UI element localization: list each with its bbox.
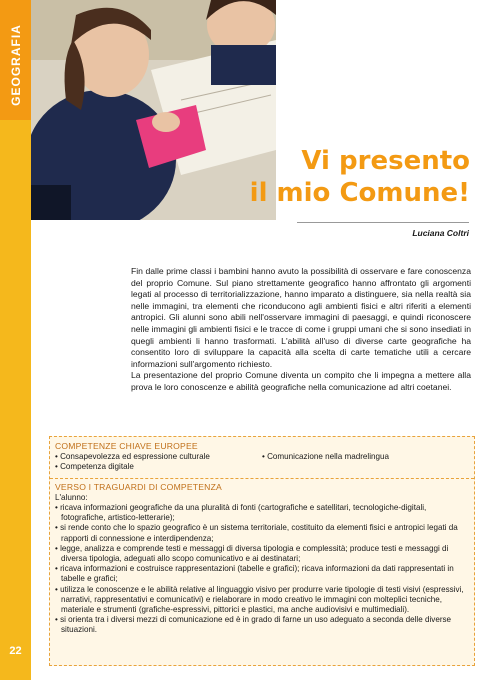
intro-text	[131, 266, 471, 394]
key-competences-heading: COMPETENZE CHIAVE EUROPEE	[55, 441, 198, 451]
page-title	[230, 145, 470, 209]
key-competences-list	[55, 452, 469, 472]
competence-box	[49, 436, 475, 666]
section-label-text: GEOGRAFIA	[8, 24, 23, 106]
milestone-item: • ricava informazioni e costruisce rappresentazioni (tabelle e grafici); ricava informazioni da dati rappresentati in tabelle e grafici;	[55, 564, 454, 584]
author-divider	[297, 222, 469, 223]
box-divider	[50, 478, 474, 479]
key-competence-item: • Consapevolezza ed espressione culturale	[55, 452, 210, 462]
milestone-item: • legge, analizza e comprende testi e messaggi di diversa tipologia e complessità; produce testi e messaggi di diversa tipologia, adeguati allo scopo comunicativo e ai destinatari;	[55, 543, 449, 564]
page-number: 22	[9, 645, 22, 657]
title-line-1: Vi presento	[301, 146, 470, 176]
milestones-heading: VERSO I TRAGUARDI DI COMPETENZA	[55, 481, 222, 492]
author-name: Luciana Coltri	[412, 228, 469, 238]
key-competences-column-2	[262, 452, 469, 472]
intro-paragraph-1: Fin dalle prime classi i bambini hanno avuto la possibilità di osservare e fare conoscenza del proprio Comune. Sul piano strettamente geografico hanno affrontato gli argomenti legati al processo di territorializzazione, hanno imparato a distinguere, sia nella realtà sia nelle immagini, tra elementi che riconducono agli ambienti fisici e altri riferiti a elementi antropici. Gli alunni sono abili nell'osservare immagini di paesaggi, e quindi riconoscere nelle immagini gli ambienti fisici e le tracce di come i gruppi umani che si sono insediati in quegli ambienti li hanno trasformati. L'abilità all'uso di diverse carte geografiche ha consentito loro di sviluppare la capacità alla scelta di carte tematiche utili a cercare informazioni sull'argomento richiesto.	[131, 266, 471, 369]
intro-paragraph-2: La presentazione del proprio Comune diventa un compito che li impegna a mettere alla prova le loro conoscenze e abilità geografiche nella comunicazione ad altri coetanei.	[131, 370, 471, 392]
milestones-lead: L'alunno:	[55, 492, 88, 502]
milestone-item: • ricava informazioni geografiche da una pluralità di fonti (cartografiche e satellitari, tecnologiche-digitali, fotografiche, artistico-letterarie);	[55, 503, 427, 523]
milestone-item: • utilizza le conoscenze e le abilità relative al linguaggio visivo per produrre varie tipologie di testi visivi (espressivi, narrativi, rappresentativi e comunicativi) e rielaborare in modo creativo le immagini con molteplici tecniche, materiale e strumenti (grafiche-espressivi, pittorici e plastici, ma anche audiovisivi e multimediali).	[55, 584, 464, 615]
title-line-2: il mio Comune!	[249, 178, 470, 208]
section-label	[2, 20, 29, 110]
key-competences-column-1	[55, 452, 262, 472]
key-competence-item: • Comunicazione nella madrelingua	[262, 452, 390, 462]
milestone-item: • si orienta tra i diversi mezzi di comunicazione ed è in grado di farne un uso adeguato a seconda delle diverse situazioni.	[55, 615, 452, 635]
key-competence-item: • Competenza digitale	[55, 462, 134, 472]
milestones-list	[55, 503, 469, 636]
milestone-item: • si rende conto che lo spazio geografico è un sistema territoriale, costituito da elementi fisici e antropici legati da rapporti di connessione e interdipendenza;	[55, 523, 458, 543]
